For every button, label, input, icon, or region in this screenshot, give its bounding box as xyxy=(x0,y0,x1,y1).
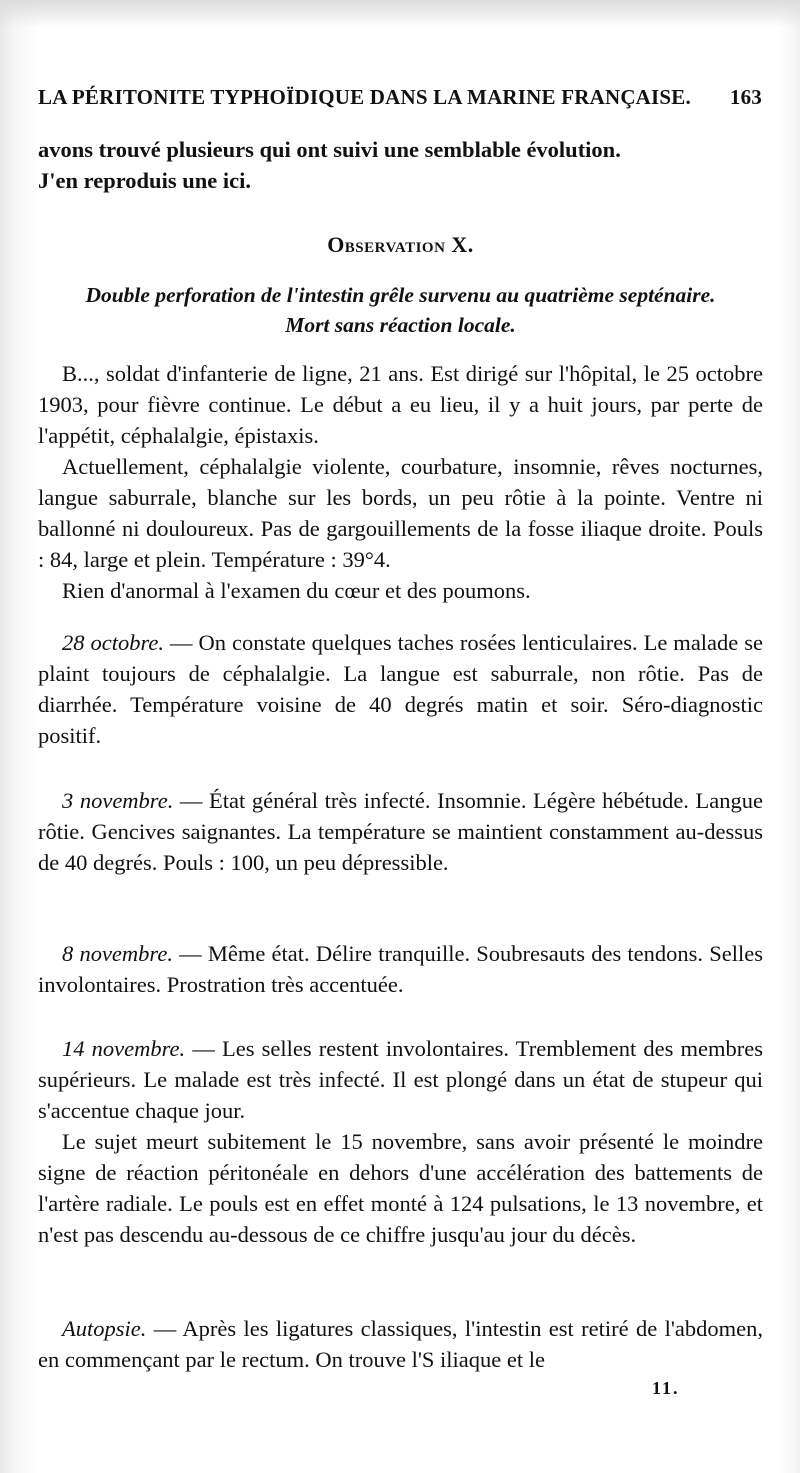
intro-paragraph xyxy=(38,134,763,196)
entry-text: — Même état. Délire tranquille. Soubresauts des tendons. Selles involontaires. Prostration très accentuée. xyxy=(38,941,763,997)
paragraph-exam: Rien d'anormal à l'examen du cœur et des poumons. xyxy=(62,578,531,603)
entry-text: — État général très infecté. Insomnie. Légère hébétude. Langue rôtie. Gencives saignantes. La température se maintient constamment au-dessus de 40 degrés. Pouls : 100, un peu dépressible. xyxy=(38,788,763,875)
entry-14-novembre xyxy=(38,1033,763,1250)
entry-date: 8 novembre. xyxy=(62,941,173,966)
running-header xyxy=(38,85,762,110)
intro-line-1: avons trouvé plusieurs qui ont suivi une semblable évolution. xyxy=(38,137,621,162)
paragraph-death: Le sujet meurt subitement le 15 novembre, sans avoir présenté le moindre signe de réaction péritonéale en dehors d'une accélération des battements de l'artère radiale. Le pouls est en effet monté à 124 pulsations, le 13 novembre, et n'est pas descendu au-dessous de ce chiffre jusqu'au jour du décès. xyxy=(38,1129,763,1247)
intro-line-2: J'en reproduis une ici. xyxy=(38,168,251,193)
paragraph-admission: B..., soldat d'infanterie de ligne, 21 ans. Est dirigé sur l'hôpital, le 25 octobre 1903, pour fièvre continue. Le début a eu lieu, il y a huit jours, par perte de l'appétit, céphalalgie, épistaxis. xyxy=(38,361,763,448)
subtitle-line-2: Mort sans réaction locale. xyxy=(285,313,516,337)
entry-text: — Les selles restent involontaires. Tremblement des membres supérieurs. Le malade est très infecté. Il est plongé dans un état de stupeur qui s'accentue chaque jour. xyxy=(38,1036,763,1123)
entry-text: — Après les ligatures classiques, l'intestin est retiré de l'abdomen, en commençant par le rectum. On trouve l'S iliaque et le xyxy=(38,1316,763,1372)
entry-date: Autopsie. xyxy=(62,1316,147,1341)
entry-date: 14 novembre. xyxy=(62,1036,186,1061)
entry-date: 28 octobre. xyxy=(62,630,165,655)
observation-subtitle xyxy=(38,280,763,340)
entry-3-novembre xyxy=(38,785,763,878)
page-number: 163 xyxy=(729,85,762,109)
entry-date: 3 novembre. xyxy=(62,788,174,813)
subtitle-line-1: Double perforation de l'intestin grêle survenu au quatrième septénaire. xyxy=(85,283,716,307)
scan-shadow xyxy=(0,0,800,28)
entry-8-novembre xyxy=(38,938,763,1000)
entry-text: — On constate quelques taches rosées lenticulaires. Le malade se plaint toujours de céphalalgie. La langue est saburrale, non rôtie. Pas de diarrhée. Température voisine de 40 degrés matin et soir. Séro-diagnostic positif. xyxy=(38,630,763,748)
case-history xyxy=(38,358,763,606)
running-title: LA PÉRITONITE TYPHOÏDIQUE DANS LA MARINE FRANÇAISE. xyxy=(38,85,691,109)
paragraph-symptoms: Actuellement, céphalalgie violente, courbature, insomnie, rêves nocturnes, langue saburrale, blanche sur les bords, un peu rôtie à la pointe. Ventre ni ballonné ni douloureux. Pas de gargouillements de la fosse iliaque droite. Pouls : 84, large et plein. Température : 39°4. xyxy=(38,454,763,572)
observation-title-text: Observation X. xyxy=(327,232,474,257)
entry-28-octobre xyxy=(38,627,763,751)
entry-autopsie xyxy=(38,1313,763,1375)
observation-title xyxy=(38,232,763,258)
signature-mark: 11. xyxy=(652,1378,680,1398)
